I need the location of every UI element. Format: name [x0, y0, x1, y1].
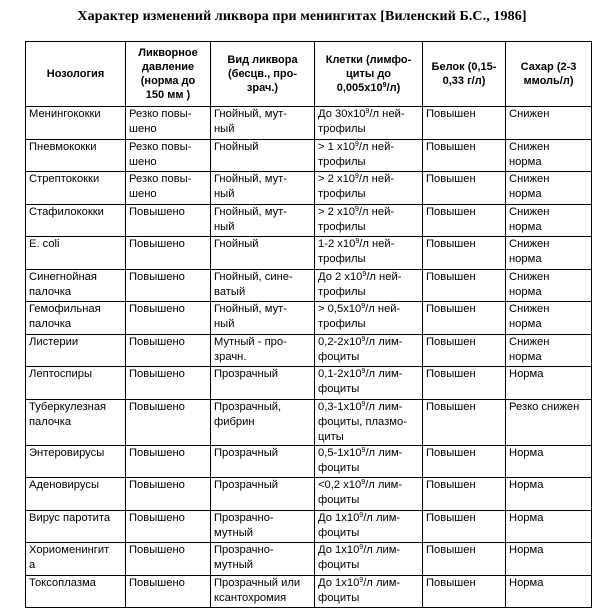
- cell-cells: > $0,5x10^9/л$ ней- трофилы: [315, 302, 423, 335]
- cell-protein: Повышен: [423, 367, 506, 400]
- cell-pressure: Повышено: [126, 237, 211, 270]
- cell-appearance: Прозрачный или ксантохромия: [211, 575, 315, 608]
- table-row: [26, 399, 592, 445]
- table-row: [26, 237, 592, 270]
- cell-cells: До $1x10^9/л$ лим- фоциты: [315, 543, 423, 576]
- table-row: [26, 367, 592, 400]
- table-row: [26, 510, 592, 543]
- cell-cells: > 1 $x10^9/л$ ней- трофилы: [315, 139, 423, 172]
- cell-nosology: Лептоспиры: [26, 367, 126, 400]
- cell-protein: Повышен: [423, 510, 506, 543]
- cell-sugar: Снижен норма: [506, 172, 592, 205]
- header-cells: Клетки (лимфо- циты до $0,005x10^9/л$): [315, 42, 423, 107]
- cell-cells: <0,2 $x10^9/л$ лим- фоциты: [315, 478, 423, 511]
- cell-appearance: Гнойный, сине- ватый: [211, 269, 315, 302]
- cell-protein: Повышен: [423, 107, 506, 140]
- cell-protein: Повышен: [423, 334, 506, 367]
- cell-appearance: Гнойный: [211, 237, 315, 270]
- cell-sugar: Резко снижен: [506, 399, 592, 445]
- header-sugar: Сахар (2-3 ммоль/л): [506, 42, 592, 107]
- table-row: [26, 334, 592, 367]
- cell-protein: Повышен: [423, 172, 506, 205]
- page-title: Характер изменений ликвора при менингитах [Виленский Б.С., 1986]: [77, 9, 527, 24]
- header-appearance: Вид ликвора (бесцв., про- зрач.): [211, 42, 315, 107]
- cell-sugar: Снижен норма: [506, 237, 592, 270]
- cell-nosology: Гемофильная палочка: [26, 302, 126, 335]
- cell-nosology: Синегнойная палочка: [26, 269, 126, 302]
- cell-protein: Повышен: [423, 575, 506, 608]
- cell-appearance: Прозрачный: [211, 478, 315, 511]
- cell-cells: $0,1-2x10^9/л$ лим- фоциты: [315, 367, 423, 400]
- cell-nosology: Стрептококки: [26, 172, 126, 205]
- cell-pressure: Повышено: [126, 367, 211, 400]
- cell-pressure: Повышено: [126, 399, 211, 445]
- cell-pressure: Повышено: [126, 478, 211, 511]
- cell-nosology: Стафилококки: [26, 204, 126, 237]
- cell-appearance: Гнойный, мут- ный: [211, 302, 315, 335]
- cell-nosology: Листерии: [26, 334, 126, 367]
- cell-pressure: Повышено: [126, 510, 211, 543]
- cell-nosology: Токсоплазма: [26, 575, 126, 608]
- cell-cells: До $30x10^9/л$ ней- трофилы: [315, 107, 423, 140]
- cell-protein: Повышен: [423, 269, 506, 302]
- cell-appearance: Гнойный, мут- ный: [211, 172, 315, 205]
- cell-pressure: Повышено: [126, 334, 211, 367]
- cell-protein: Повышен: [423, 399, 506, 445]
- cell-protein: Повышен: [423, 204, 506, 237]
- cell-cells: До 2 $x10^9/л$ ней- трофилы: [315, 269, 423, 302]
- cell-cells: До $1x10^9/л$ лим- фоциты: [315, 510, 423, 543]
- cell-sugar: Снижен норма: [506, 139, 592, 172]
- cell-sugar: Норма: [506, 478, 592, 511]
- cell-pressure: Повышено: [126, 543, 211, 576]
- cell-protein: Повышен: [423, 445, 506, 478]
- cell-appearance: Прозрачный, фибрин: [211, 399, 315, 445]
- cell-nosology: Аденовирусы: [26, 478, 126, 511]
- cell-sugar: Снижен норма: [506, 204, 592, 237]
- cell-nosology: Хориоменингит а: [26, 543, 126, 576]
- table-row: [26, 478, 592, 511]
- cell-pressure: Резко повы- шено: [126, 172, 211, 205]
- cell-appearance: Мутный - про- зрачн.: [211, 334, 315, 367]
- cell-appearance: Прозрачно- мутный: [211, 510, 315, 543]
- cell-nosology: E. coli: [26, 237, 126, 270]
- cell-appearance: Гнойный, мут- ный: [211, 204, 315, 237]
- cell-cells: > 2 $x10^9/л$ ней- трофилы: [315, 172, 423, 205]
- csf-table: [25, 41, 592, 608]
- header-pressure: Ликворное давление (норма до 150 мм ): [126, 42, 211, 107]
- table-row: [26, 543, 592, 576]
- table-row: [26, 445, 592, 478]
- table-row: [26, 107, 592, 140]
- cell-appearance: Гнойный, мут- ный: [211, 107, 315, 140]
- cell-nosology: Вирус паротита: [26, 510, 126, 543]
- cell-pressure: Повышено: [126, 302, 211, 335]
- header-row: [26, 42, 592, 107]
- table-row: [26, 139, 592, 172]
- table-row: [26, 269, 592, 302]
- cell-nosology: Энтеровирусы: [26, 445, 126, 478]
- cell-cells: 1-2 $x10^9/л$ ней- трофилы: [315, 237, 423, 270]
- cell-sugar: Норма: [506, 510, 592, 543]
- cell-protein: Повышен: [423, 543, 506, 576]
- cell-appearance: Прозрачный: [211, 367, 315, 400]
- cell-pressure: Резко повы- шено: [126, 139, 211, 172]
- cell-cells: $0,2-2x10^9/л$ лим- фоциты: [315, 334, 423, 367]
- cell-appearance: Прозрачно- мутный: [211, 543, 315, 576]
- cell-protein: Повышен: [423, 478, 506, 511]
- cell-sugar: Снижен норма: [506, 269, 592, 302]
- cell-sugar: Снижен норма: [506, 334, 592, 367]
- cell-pressure: Резко повы- шено: [126, 107, 211, 140]
- cell-protein: Повышен: [423, 139, 506, 172]
- table-row: [26, 172, 592, 205]
- cell-cells: > 2 $x10^9/л$ ней- трофилы: [315, 204, 423, 237]
- cell-sugar: Норма: [506, 445, 592, 478]
- cell-pressure: Повышено: [126, 445, 211, 478]
- cell-pressure: Повышено: [126, 204, 211, 237]
- cell-pressure: Повышено: [126, 269, 211, 302]
- cell-cells: $0,3-1x10^9/л$ лим- фоциты, плазмо- циты: [315, 399, 423, 445]
- table-row: [26, 204, 592, 237]
- cell-cells: До $1x10^9/л$ лим- фоциты: [315, 575, 423, 608]
- cell-protein: Повышен: [423, 302, 506, 335]
- cell-nosology: Пневмококки: [26, 139, 126, 172]
- cell-sugar: Снижен: [506, 107, 592, 140]
- table-row: [26, 575, 592, 608]
- cell-sugar: Норма: [506, 575, 592, 608]
- cell-nosology: Менингококки: [26, 107, 126, 140]
- cell-sugar: Снижен норма: [506, 302, 592, 335]
- table-row: [26, 302, 592, 335]
- cell-sugar: Норма: [506, 543, 592, 576]
- header-nosology: Нозология: [26, 42, 126, 107]
- cell-pressure: Повышено: [126, 575, 211, 608]
- header-protein: Белок (0,15- 0,33 г/л): [423, 42, 506, 107]
- table-body: [26, 107, 592, 608]
- cell-sugar: Норма: [506, 367, 592, 400]
- cell-protein: Повышен: [423, 237, 506, 270]
- cell-cells: $0,5-1x10^9/л$ лим- фоциты: [315, 445, 423, 478]
- cell-nosology: Туберкулезная палочка: [26, 399, 126, 445]
- cell-appearance: Прозрачный: [211, 445, 315, 478]
- cell-appearance: Гнойный: [211, 139, 315, 172]
